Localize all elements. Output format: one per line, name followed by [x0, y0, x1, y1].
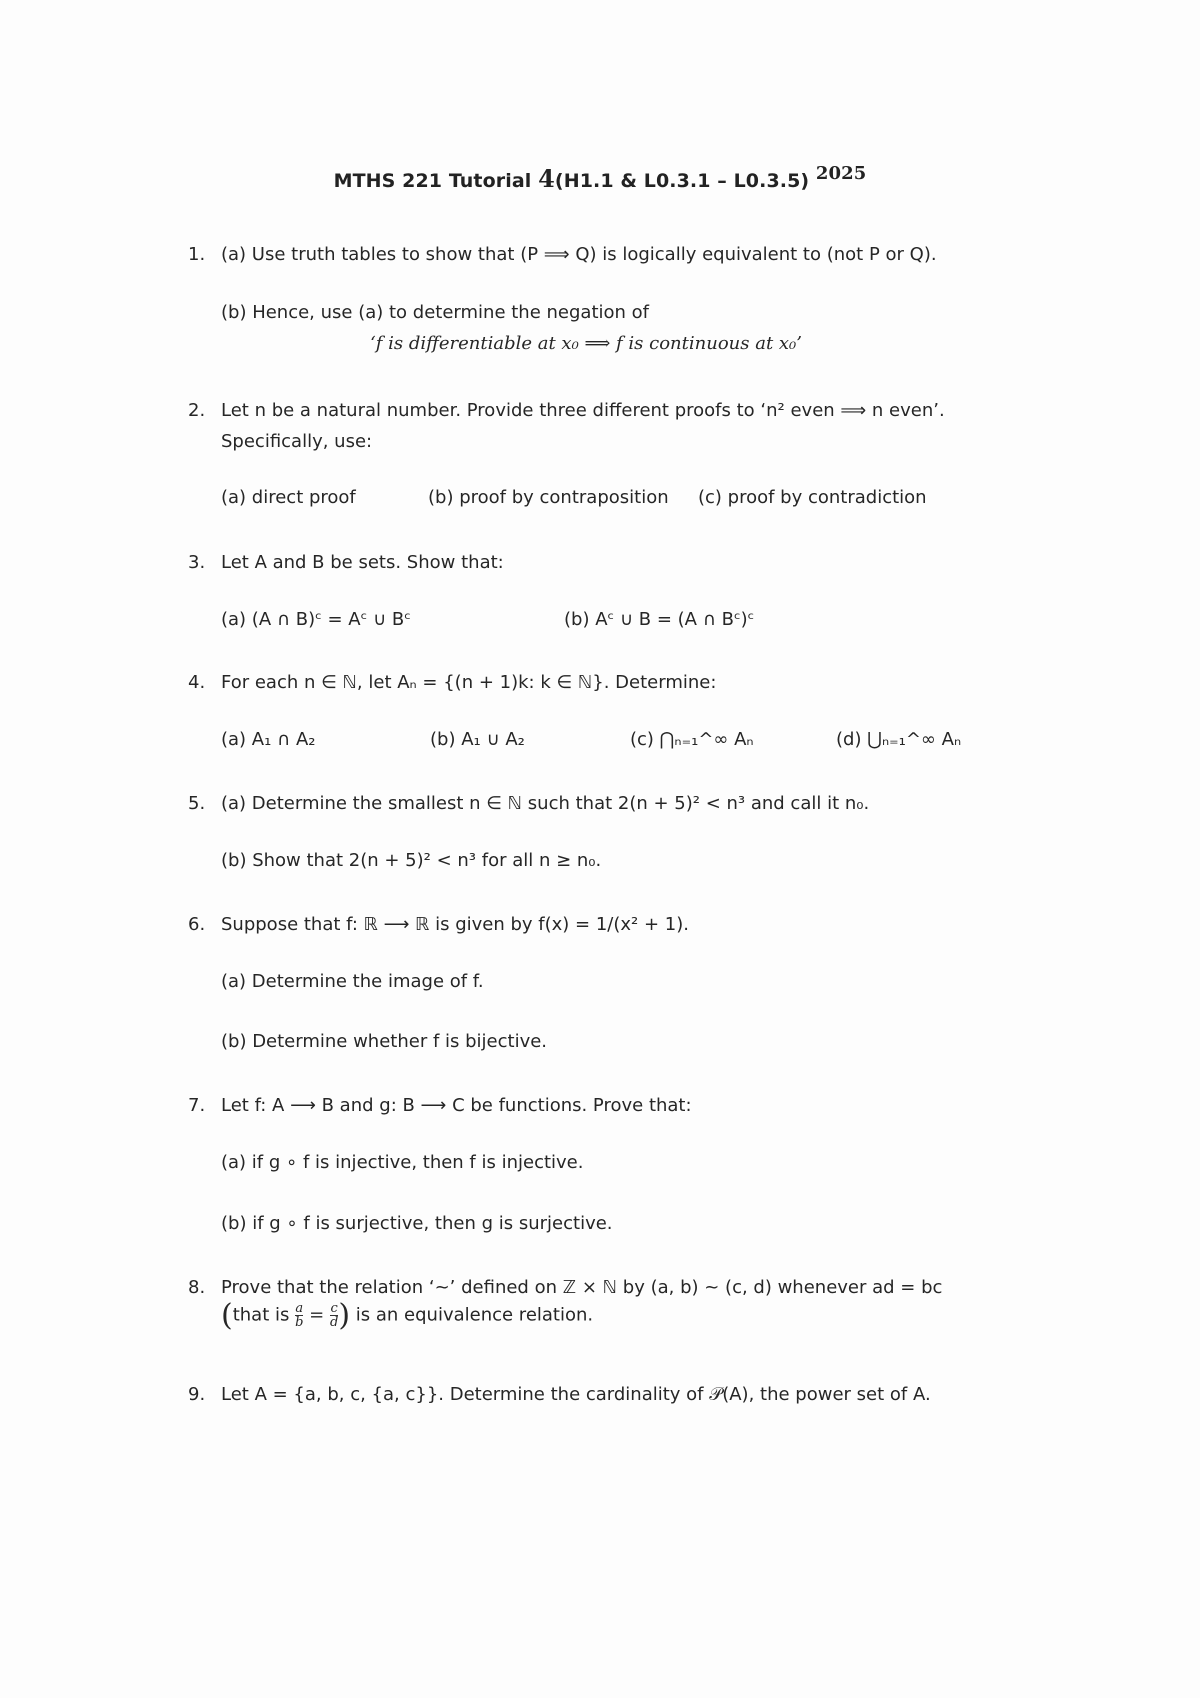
question-3-part-a: (a) (A ∩ B)ᶜ = Aᶜ ∪ Bᶜ	[221, 609, 411, 630]
question-8-text-2: (that is $\frac{a}{b}$ = $\frac{c}{d}$ ) is an equivalence relation.	[221, 1298, 594, 1333]
question-4	[190, 667, 1030, 698]
question-number: 4.	[188, 672, 206, 693]
that-is-label: that is	[232, 1304, 290, 1326]
question-2	[190, 395, 1030, 457]
question-number: 2.	[188, 400, 206, 421]
question-4-part-c: (c) ⋂ₙ₌₁^∞ Aₙ	[630, 729, 754, 750]
question-1-part-a: (a) Use truth tables to show that (P ⟹ Q) is logically equivalent to (not P or Q).	[221, 244, 937, 265]
question-number: 8.	[188, 1277, 206, 1298]
question-4-part-d: (d) ⋃ₙ₌₁^∞ Aₙ	[836, 729, 962, 750]
question-number: 1.	[188, 244, 206, 265]
question-3	[190, 547, 1030, 578]
question-number: 5.	[188, 793, 206, 814]
question-6-part-a: (a) Determine the image of f.	[221, 971, 484, 992]
fraction-a-over-b: $\frac{a}{b}$	[295, 1301, 304, 1330]
question-7-text: Let f: A ⟶ B and g: B ⟶ C be functions. Prove that:	[221, 1095, 692, 1116]
page-title	[0, 164, 1200, 193]
question-1	[190, 239, 1030, 270]
question-2-text-2: Specifically, use:	[221, 431, 373, 452]
question-4-text: For each n ∈ ℕ, let Aₙ = {(n + 1)k: k ∈ ℕ}. Determine:	[221, 672, 717, 693]
handwritten-number: 4	[538, 164, 555, 193]
question-1-statement: ‘f is differentiable at x₀ ⟹ f is continuous at x₀’	[370, 333, 802, 354]
question-6-text: Suppose that f: ℝ ⟶ ℝ is given by f(x) = 1/(x² + 1).	[221, 914, 689, 935]
question-2-part-a: (a) direct proof	[221, 487, 356, 508]
question-4-part-b: (b) A₁ ∪ A₂	[430, 729, 525, 750]
question-3-text: Let A and B be sets. Show that:	[221, 552, 504, 573]
question-7-part-b: (b) if g ∘ f is surjective, then g is surjective.	[221, 1213, 613, 1234]
question-number: 6.	[188, 914, 206, 935]
question-5-part-b: (b) Show that 2(n + 5)² < n³ for all n ≥ n₀.	[221, 850, 602, 871]
question-9-text: Let A = {a, b, c, {a, c}}. Determine the cardinality of 𝒫(A), the power set of A.	[221, 1384, 931, 1405]
question-number: 7.	[188, 1095, 206, 1116]
question-number: 3.	[188, 552, 206, 573]
question-8-text: Prove that the relation ‘~’ defined on ℤ × ℕ by (a, b) ~ (c, d) whenever ad = bc	[221, 1277, 943, 1298]
question-4-part-a: (a) A₁ ∩ A₂	[221, 729, 316, 750]
question-6	[190, 909, 1030, 940]
fraction-c-over-d: $\frac{c}{d}$	[330, 1301, 339, 1330]
question-2-part-c: (c) proof by contradiction	[698, 487, 927, 508]
question-7-part-a: (a) if g ∘ f is injective, then f is injective.	[221, 1152, 584, 1173]
question-number: 9.	[188, 1384, 206, 1405]
question-5	[190, 788, 1030, 819]
equivalence-text: is an equivalence relation.	[355, 1304, 594, 1326]
title-prefix: MTHS 221 Tutorial	[333, 170, 539, 192]
question-2-part-b: (b) proof by contraposition	[428, 487, 669, 508]
title-suffix: (H1.1 & L0.3.1 – L0.3.5)	[554, 170, 816, 192]
question-2-text: Let n be a natural number. Provide three different proofs to ‘n² even ⟹ n even’.	[221, 400, 945, 421]
question-5-part-a: (a) Determine the smallest n ∈ ℕ such that 2(n + 5)² < n³ and call it n₀.	[221, 793, 870, 814]
handwritten-year: 2025	[815, 163, 867, 184]
question-6-part-b: (b) Determine whether f is bijective.	[221, 1031, 548, 1052]
question-3-part-b: (b) Aᶜ ∪ B = (A ∩ Bᶜ)ᶜ	[564, 609, 755, 630]
question-7	[190, 1090, 1030, 1121]
question-9	[190, 1379, 1030, 1410]
question-1-part-b: (b) Hence, use (a) to determine the negation of	[221, 302, 650, 323]
